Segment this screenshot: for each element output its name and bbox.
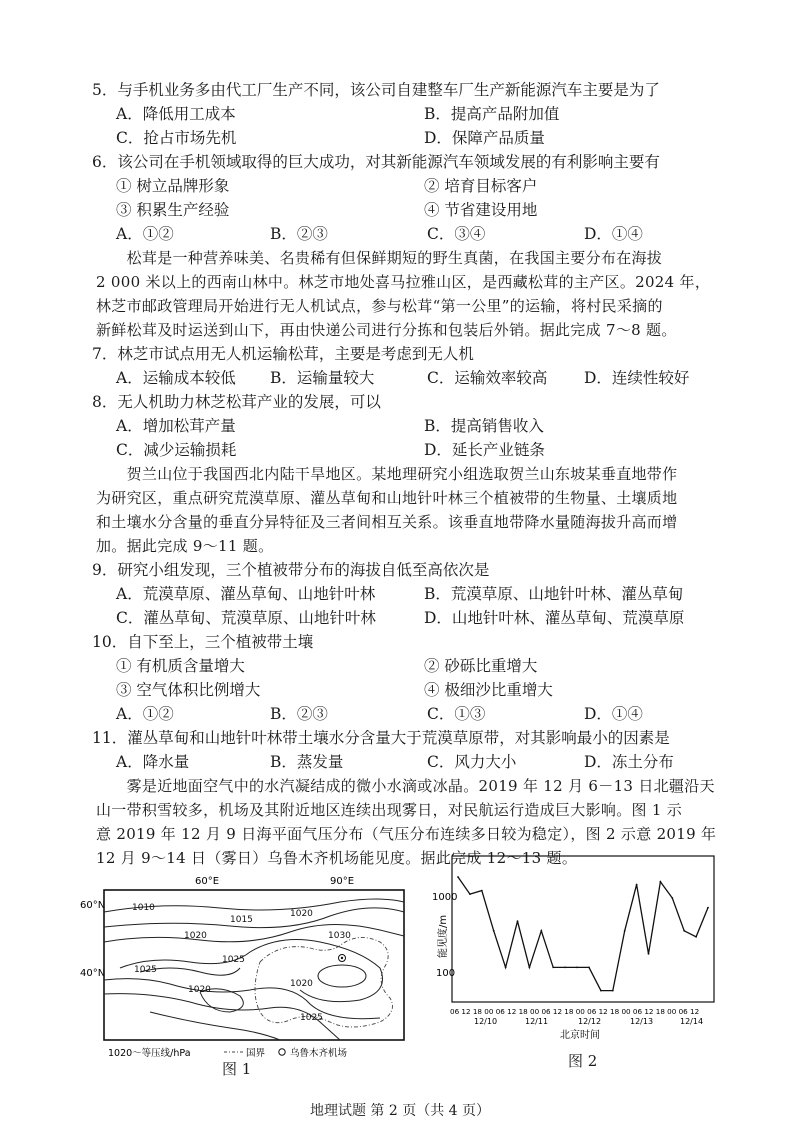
q6-stem: 6．该公司在手机领域取得的巨大成功，对其新能源汽车领域发展的有利影响主要有 xyxy=(92,153,660,171)
visibility-point xyxy=(648,953,650,955)
q7-option-c: C．运输效率较高 xyxy=(427,369,548,387)
q11-option-b: B．蒸发量 xyxy=(270,753,344,771)
visibility-point xyxy=(671,897,673,899)
visibility-point xyxy=(529,967,531,969)
isobar-label: 1030 xyxy=(328,931,351,941)
visibility-point xyxy=(517,920,519,922)
date-label: 12/10 xyxy=(474,1017,498,1026)
q7-option-b: B．运输量较大 xyxy=(270,369,375,387)
date-label: 12/12 xyxy=(578,1017,602,1026)
date-label: 12/13 xyxy=(630,1017,654,1026)
legend-airport-icon xyxy=(279,1049,285,1055)
y-tick-label: 1000 xyxy=(432,892,458,903)
q10-stem: 10．自下至上，三个植被带土壤 xyxy=(92,633,314,651)
visibility-point xyxy=(707,907,709,909)
figure-2-caption: 图 2 xyxy=(568,1052,598,1070)
x-tick-labels: 06 12 18 00 06 12 18 00 06 12 18 00 06 12 18 00 06 12 18 00 06 12 xyxy=(450,1007,700,1016)
visibility-point xyxy=(600,990,602,992)
q6-statement-2: ② 培育目标客户 xyxy=(424,177,538,195)
y-axis-label: 能见度/m xyxy=(438,914,449,958)
q10-option-a: A．①② xyxy=(116,705,174,723)
q5-option-d: D．保障产品质量 xyxy=(424,129,545,147)
q5-option-c: C．抢占市场先机 xyxy=(116,129,237,147)
q8-option-a: A．增加松茸产量 xyxy=(116,417,236,435)
isobar-label: 1010 xyxy=(132,903,155,913)
passage3-line: 山一带积雪较多，机场及其附近地区连续出现雾日，对民航运行造成巨大影响。图 1 示 xyxy=(96,801,683,819)
q6-option-a: A．①② xyxy=(116,225,174,243)
visibility-point xyxy=(457,876,459,878)
q11-option-a: A．降水量 xyxy=(116,753,190,771)
passage1-line: 2 000 米以上的西南山林中。林芝市地处喜马拉雅山区，是西藏松茸的主产区。2024 年， xyxy=(96,273,711,291)
legend-airport: 乌鲁木齐机场 xyxy=(290,1048,348,1059)
q10-statement-3: ③ 空气体积比例增大 xyxy=(116,681,261,699)
legend-border: 国界 xyxy=(246,1048,266,1059)
q10-statement-4: ④ 极细沙比重增大 xyxy=(424,681,553,699)
lat-40n-label: 40°N xyxy=(80,968,106,979)
q6-option-c: C．③④ xyxy=(427,225,486,243)
q11-option-d: D．冻土分布 xyxy=(584,753,674,771)
passage2-line: 和土壤水分含量的垂直分异特征及三者间相互关系。该垂直地带降水量随海拔升高而增 xyxy=(96,513,678,531)
passage3-line: 意 2019 年 12 月 9 日海平面气压分布（气压分布连续多日较为稳定），图 2 示意 2019 年 xyxy=(96,825,717,843)
visibility-point xyxy=(695,936,697,938)
visibility-point xyxy=(564,967,566,969)
date-label: 12/14 xyxy=(680,1017,704,1026)
figure-2-chart xyxy=(432,842,732,1052)
q6-statement-4: ④ 节省建设用地 xyxy=(424,201,538,219)
q6-statement-1: ① 树立品牌形象 xyxy=(116,177,230,195)
figure-1-caption: 图 1 xyxy=(222,1060,252,1078)
lon-90e-label: 90°E xyxy=(330,876,355,887)
passage2-line: 加。据此完成 9～11 题。 xyxy=(96,537,274,555)
visibility-point xyxy=(612,990,614,992)
q5-stem: 5．与手机业务多由代工厂生产不同，该公司自建整车厂生产新能源汽车主要是为了 xyxy=(92,81,660,99)
passage1-line: 林芝市邮政管理局开始进行无人机试点，参与松茸“第一公里”的运输，将村民采摘的 xyxy=(96,297,663,315)
isobar-label: 1020 xyxy=(290,909,313,919)
q5-option-a: A．降低用工成本 xyxy=(116,105,236,123)
q7-stem: 7．林芝市试点用无人机运输松茸，主要是考虑到无人机 xyxy=(92,345,474,363)
visibility-point xyxy=(493,930,495,932)
q8-stem: 8．无人机助力林芝松茸产业的发展，可以 xyxy=(92,393,381,411)
visibility-point xyxy=(660,881,662,883)
national-border xyxy=(255,937,392,1027)
q9-option-b: B．荒漠草原、山地针叶林、灌丛草甸 xyxy=(424,585,684,603)
q10-statement-1: ① 有机质含量增大 xyxy=(116,657,245,675)
q9-option-c: C．灌丛草甸、荒漠草原、山地针叶林 xyxy=(116,609,376,627)
lon-60e-label: 60°E xyxy=(195,876,220,887)
visibility-point xyxy=(576,967,578,969)
q10-option-c: C．①③ xyxy=(427,705,486,723)
isobar-label: 1025 xyxy=(134,965,157,975)
isobar-label: 1020 xyxy=(188,985,211,995)
q8-option-c: C．减少运输损耗 xyxy=(116,441,237,459)
page-footer: 地理试题 第 2 页（共 4 页） xyxy=(309,1103,491,1119)
visibility-point xyxy=(588,967,590,969)
q6-statement-3: ③ 积累生产经验 xyxy=(116,201,230,219)
q11-stem: 11．灌丛草甸和山地针叶林带土壤水分含量大于荒漠草原带，对其影响最小的因素是 xyxy=(92,729,670,747)
isobar-label: 1025 xyxy=(300,1013,323,1023)
q11-option-c: C．风力大小 xyxy=(427,753,517,771)
passage2-line: 贺兰山位于我国西北内陆干旱地区。某地理研究小组选取贺兰山东坡某垂直地带作 xyxy=(96,465,678,483)
visibility-series-line xyxy=(458,877,708,991)
passage1-line: 新鲜松茸及时运送到山下，再由快递公司进行分拣和包装后外销。据此完成 7～8 题。 xyxy=(96,321,677,339)
q10-option-b: B．②③ xyxy=(270,705,328,723)
legend-isobar: 1020～等压线/hPa xyxy=(108,1048,191,1059)
visibility-point xyxy=(683,930,685,932)
q6-option-b: B．②③ xyxy=(270,225,328,243)
q8-option-b: B．提高销售收入 xyxy=(424,417,544,435)
y-tick-label: 100 xyxy=(436,968,456,979)
visibility-point xyxy=(636,884,638,886)
visibility-point xyxy=(552,967,554,969)
visibility-point xyxy=(481,890,483,892)
isobar-label: 1025 xyxy=(222,955,245,965)
q9-option-a: A．荒漠草原、灌丛草甸、山地针叶林 xyxy=(116,585,376,603)
q5-option-b: B．提高产品附加值 xyxy=(424,105,560,123)
chart-frame xyxy=(452,856,714,1002)
passage3-line: 雾是近地面空气中的水汽凝结成的微小水滴或冰晶。2019 年 12 月 6－13 日北疆沿天 xyxy=(96,777,715,795)
visibility-point xyxy=(624,930,626,932)
visibility-point xyxy=(469,893,471,895)
visibility-point xyxy=(505,967,507,969)
isobar-label: 1020 xyxy=(290,979,313,989)
lat-60n-label: 60°N xyxy=(80,900,106,911)
q6-option-d: D．①④ xyxy=(584,225,643,243)
q8-option-d: D．延长产业链条 xyxy=(424,441,545,459)
passage3-line: 12 月 9～14 日（雾日）乌鲁木齐机场能见度。据此完成 12～13 题。 xyxy=(96,849,578,867)
q9-option-d: D．山地针叶林、灌丛草甸、荒漠草原 xyxy=(424,609,685,627)
q7-option-a: A．运输成本较低 xyxy=(116,369,236,387)
visibility-point xyxy=(540,930,542,932)
q10-statement-2: ② 砂砾比重增大 xyxy=(424,657,538,675)
date-label: 12/11 xyxy=(525,1017,549,1026)
q9-stem: 9．研究小组发现，三个植被带分布的海拔自低至高依次是 xyxy=(92,561,490,579)
figure-1-map xyxy=(80,872,420,1082)
passage1-line: 松茸是一种营养味美、名贵稀有但保鲜期短的野生真菌，在我国主要分布在海拔 xyxy=(96,249,663,267)
x-axis-label: 北京时间 xyxy=(560,1030,600,1041)
q7-option-d: D．连续性较好 xyxy=(584,369,690,387)
passage2-line: 为研究区，重点研究荒漠草原、灌丛草甸和山地针叶林三个植被带的生物量、土壤质地 xyxy=(96,489,678,507)
isobar-label: 1015 xyxy=(230,915,253,925)
airport-marker xyxy=(339,955,346,962)
isobar-label: 1020 xyxy=(184,931,207,941)
q10-option-d: D．①④ xyxy=(584,705,643,723)
